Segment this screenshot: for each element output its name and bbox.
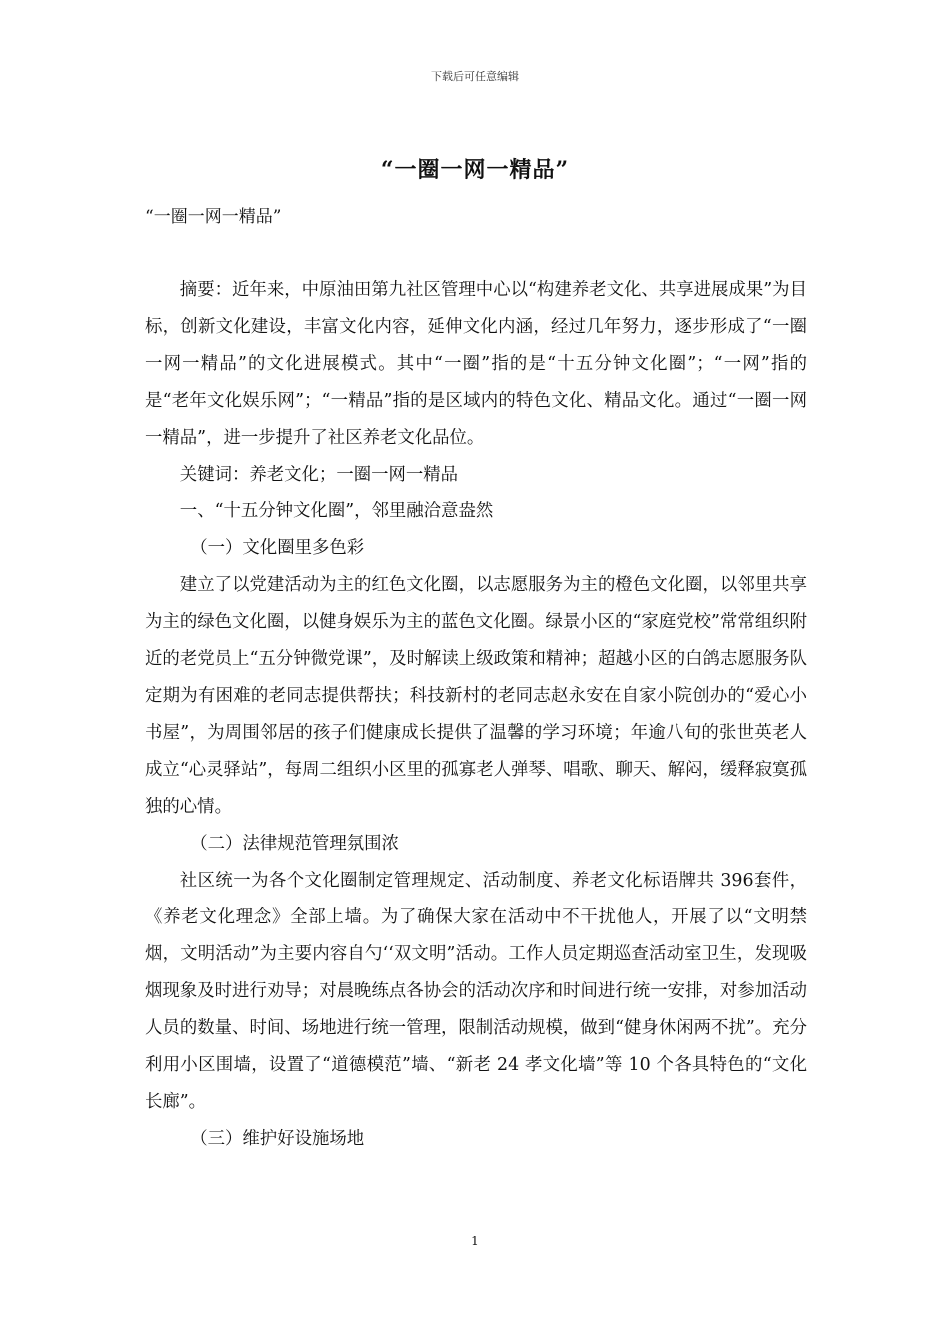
- document-title: “一圈一网一精品”: [380, 157, 570, 183]
- subsection-heading-2: （二）法律规范管理氛围浓: [190, 833, 399, 854]
- keywords-line: 关键词：养老文化；一圈一网一精品: [179, 464, 459, 485]
- abstract-paragraph: 摘要：近年来，中原油田第九社区管理中心以“构建养老文化、共享进展成果”为目标，创新文化建设，丰富文化内容，延伸文化内涵，经过几年努力，逐步形成了“一圈一网一精品”的文化进展模式。其中“一圈”指的是“十五分钟文化圈”；“一网”指的是“老年文化娱乐网”；“一精品”指的是区域内的特色文化、精品文化。通过“一圈一网一精品”，进一步提升了社区养老文化品位。: [145, 280, 807, 448]
- section-heading-1: 一、“十五分钟文化圈”，邻里融洽意盎然: [179, 501, 494, 522]
- body-paragraph-1: 建立了以党建活动为主的红色文化圈，以志愿服务为主的橙色文化圈，以邻里共享为主的绿色文化圈，以健身娱乐为主的蓝色文化圈。绿景小区的“家庭党校”常常组织附近的老党员上“五分钟微党课”，及时解读上级政策和精神；超越小区的白鸽志愿服务队定期为有困难的老同志提供帮扶；科技新村的老同志赵永安在自家小院创办的“爱心小书屋”，为周围邻居的孩子们健康成长提供了温馨的学习环境；年逾八旬的张世英老人成立“心灵驿站”，每周二组织小区里的孤寡老人弹琴、唱歌、聊天、解闷，缓释寂寞孤独的心情。: [145, 575, 807, 817]
- subsection-heading-1: （一）文化圈里多色彩: [190, 538, 365, 559]
- document-body: [145, 272, 807, 1158]
- body-paragraph-2: 社区统一为各个文化圈制定管理规定、活动制度、养老文化标语牌共 396套件，《养老文化理念》全部上墙。为了确保大家在活动中不干扰他人，开展了以“文明禁烟，文明活动”为主要内容自勺‘‘双文明”活动。工作人员定期巡查活动室卫生，发现吸烟现象及时进行劝导；对晨晚练点各协会的活动次序和时间进行统一安排，对参加活动人员的数量、时间、场地进行统一管理，限制活动规模，做到“健身休闲两不扰”。充分利用小区围墙，设置了“道德模范”墙、“新老 24 孝文化墙”等 10 个各具特色的“文化长廊”。: [145, 870, 807, 1112]
- page-number: 1: [471, 1234, 479, 1248]
- page-header-note: 下载后可任意编辑: [431, 70, 519, 83]
- subsection-heading-3: （三）维护好设施场地: [190, 1128, 365, 1149]
- document-subtitle: “一圈一网一精品”: [145, 207, 282, 227]
